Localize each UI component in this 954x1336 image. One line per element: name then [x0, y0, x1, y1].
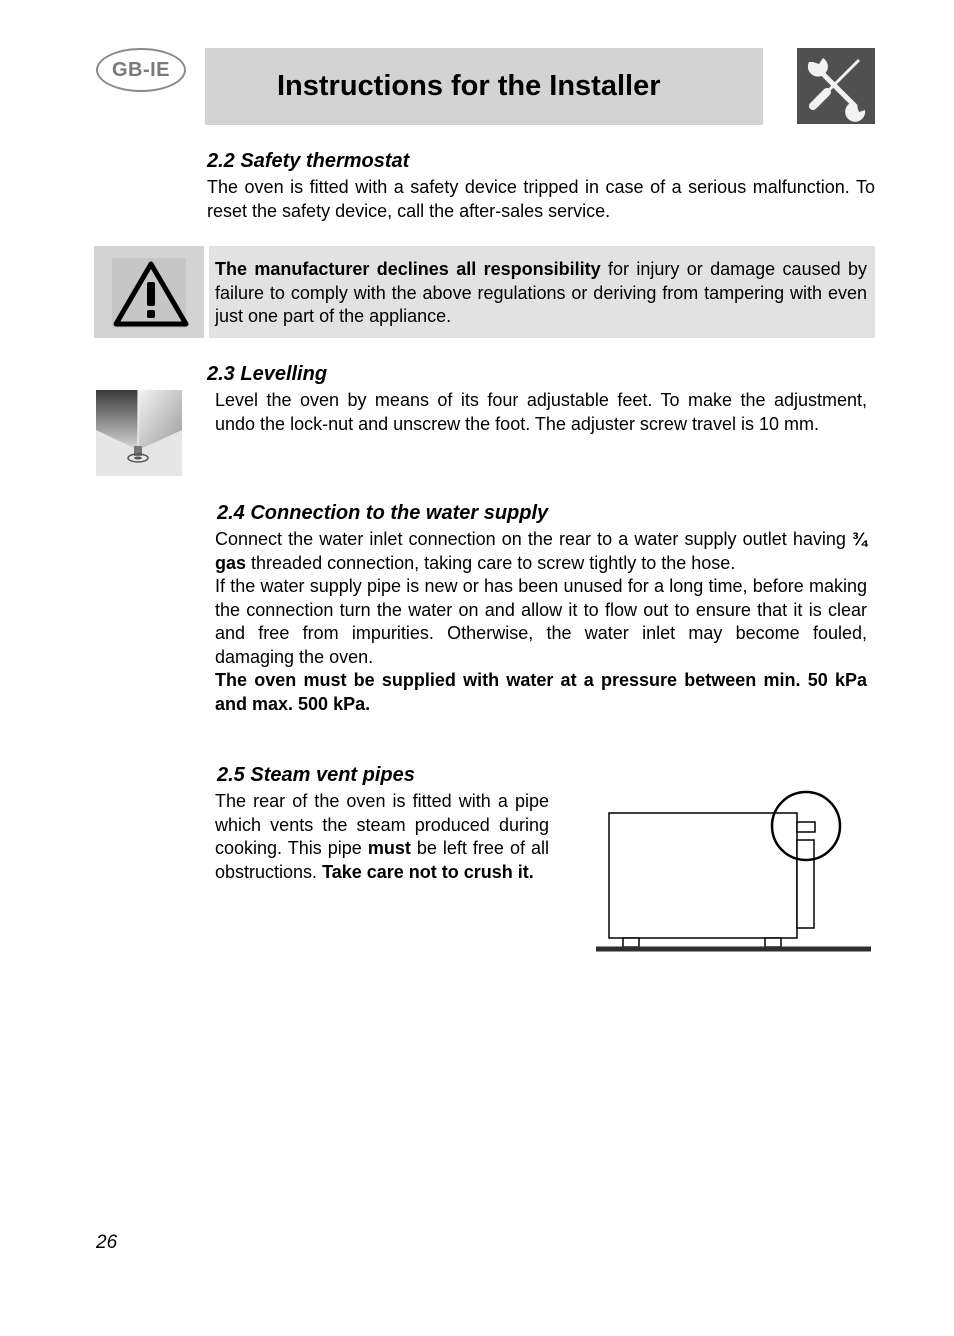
warning-bold: The manufacturer declines all responsibility: [215, 259, 601, 279]
page-title-text: Instructions for the Installer: [277, 70, 661, 102]
para-3-bold: The oven must be supplied with water at a pressure between min. 50 kPa and max. 500 kPa.: [215, 670, 867, 714]
section-2-2-heading: 2.2 Safety thermostat: [207, 150, 410, 172]
section-2-4-para-2: If the water supply pipe is new or has been unused for a long time, before making the connection turn the water on and allow it to flow out to ensure that it is clear and free from impurities. Otherwise, the water inlet may become fouled, damaging the oven.: [215, 576, 867, 667]
levelling-foot-image: [96, 390, 182, 476]
section-2-2-text: The oven is fitted with a safety device tripped in case of a serious malfunction. To reset the safety device, call the after-sales service.: [207, 177, 875, 221]
para-1-bold: ¾ gas: [215, 529, 867, 573]
section-2-4-para-3: [215, 669, 867, 716]
warning-rest: for injury or damage caused by failure to comply with the above regulations or deriving from tampering with even just one part of the appliance.: [215, 259, 867, 326]
para-1-start: Connect the water inlet connection on the rear to a water supply outlet having: [215, 529, 852, 549]
s25-bold-1: must: [367, 838, 411, 858]
section-2-3-heading: 2.3 Levelling: [207, 363, 328, 385]
wrench-screwdriver-icon: [797, 48, 875, 124]
warning-triangle-icon: [94, 246, 204, 338]
s25-text-1: The rear of the oven is fitted with a pipe which vents the steam produced during cooking. This pipe: [215, 791, 549, 858]
s25-bold-2: Take care not to crush it.: [322, 861, 534, 882]
page-number: 26: [96, 1232, 118, 1253]
section-2-3-text: Level the oven by means of its four adjustable feet. To make the adjustment, undo the lock-nut and unscrew the foot. The adjuster screw travel is 10 mm.: [215, 390, 867, 434]
section-2-5-heading: 2.5 Steam vent pipes: [217, 764, 415, 786]
para-1-end: threaded connection, taking care to screw tightly to the hose.: [246, 552, 736, 573]
s25-text-2: be left free of all obstructions.: [215, 838, 549, 882]
section-2-4-text: [215, 528, 867, 716]
steam-vent-diagram: [594, 788, 874, 958]
section-2-5-text: [215, 790, 549, 884]
page-title: [205, 48, 763, 125]
warning-text-panel: [209, 246, 875, 338]
warning-icon-panel: [94, 246, 204, 338]
language-badge: GB-IE: [96, 48, 186, 92]
section-2-4-para-1: [215, 528, 867, 575]
warning-text: [215, 258, 867, 329]
section-2-4-heading: 2.4 Connection to the water supply: [217, 502, 549, 524]
